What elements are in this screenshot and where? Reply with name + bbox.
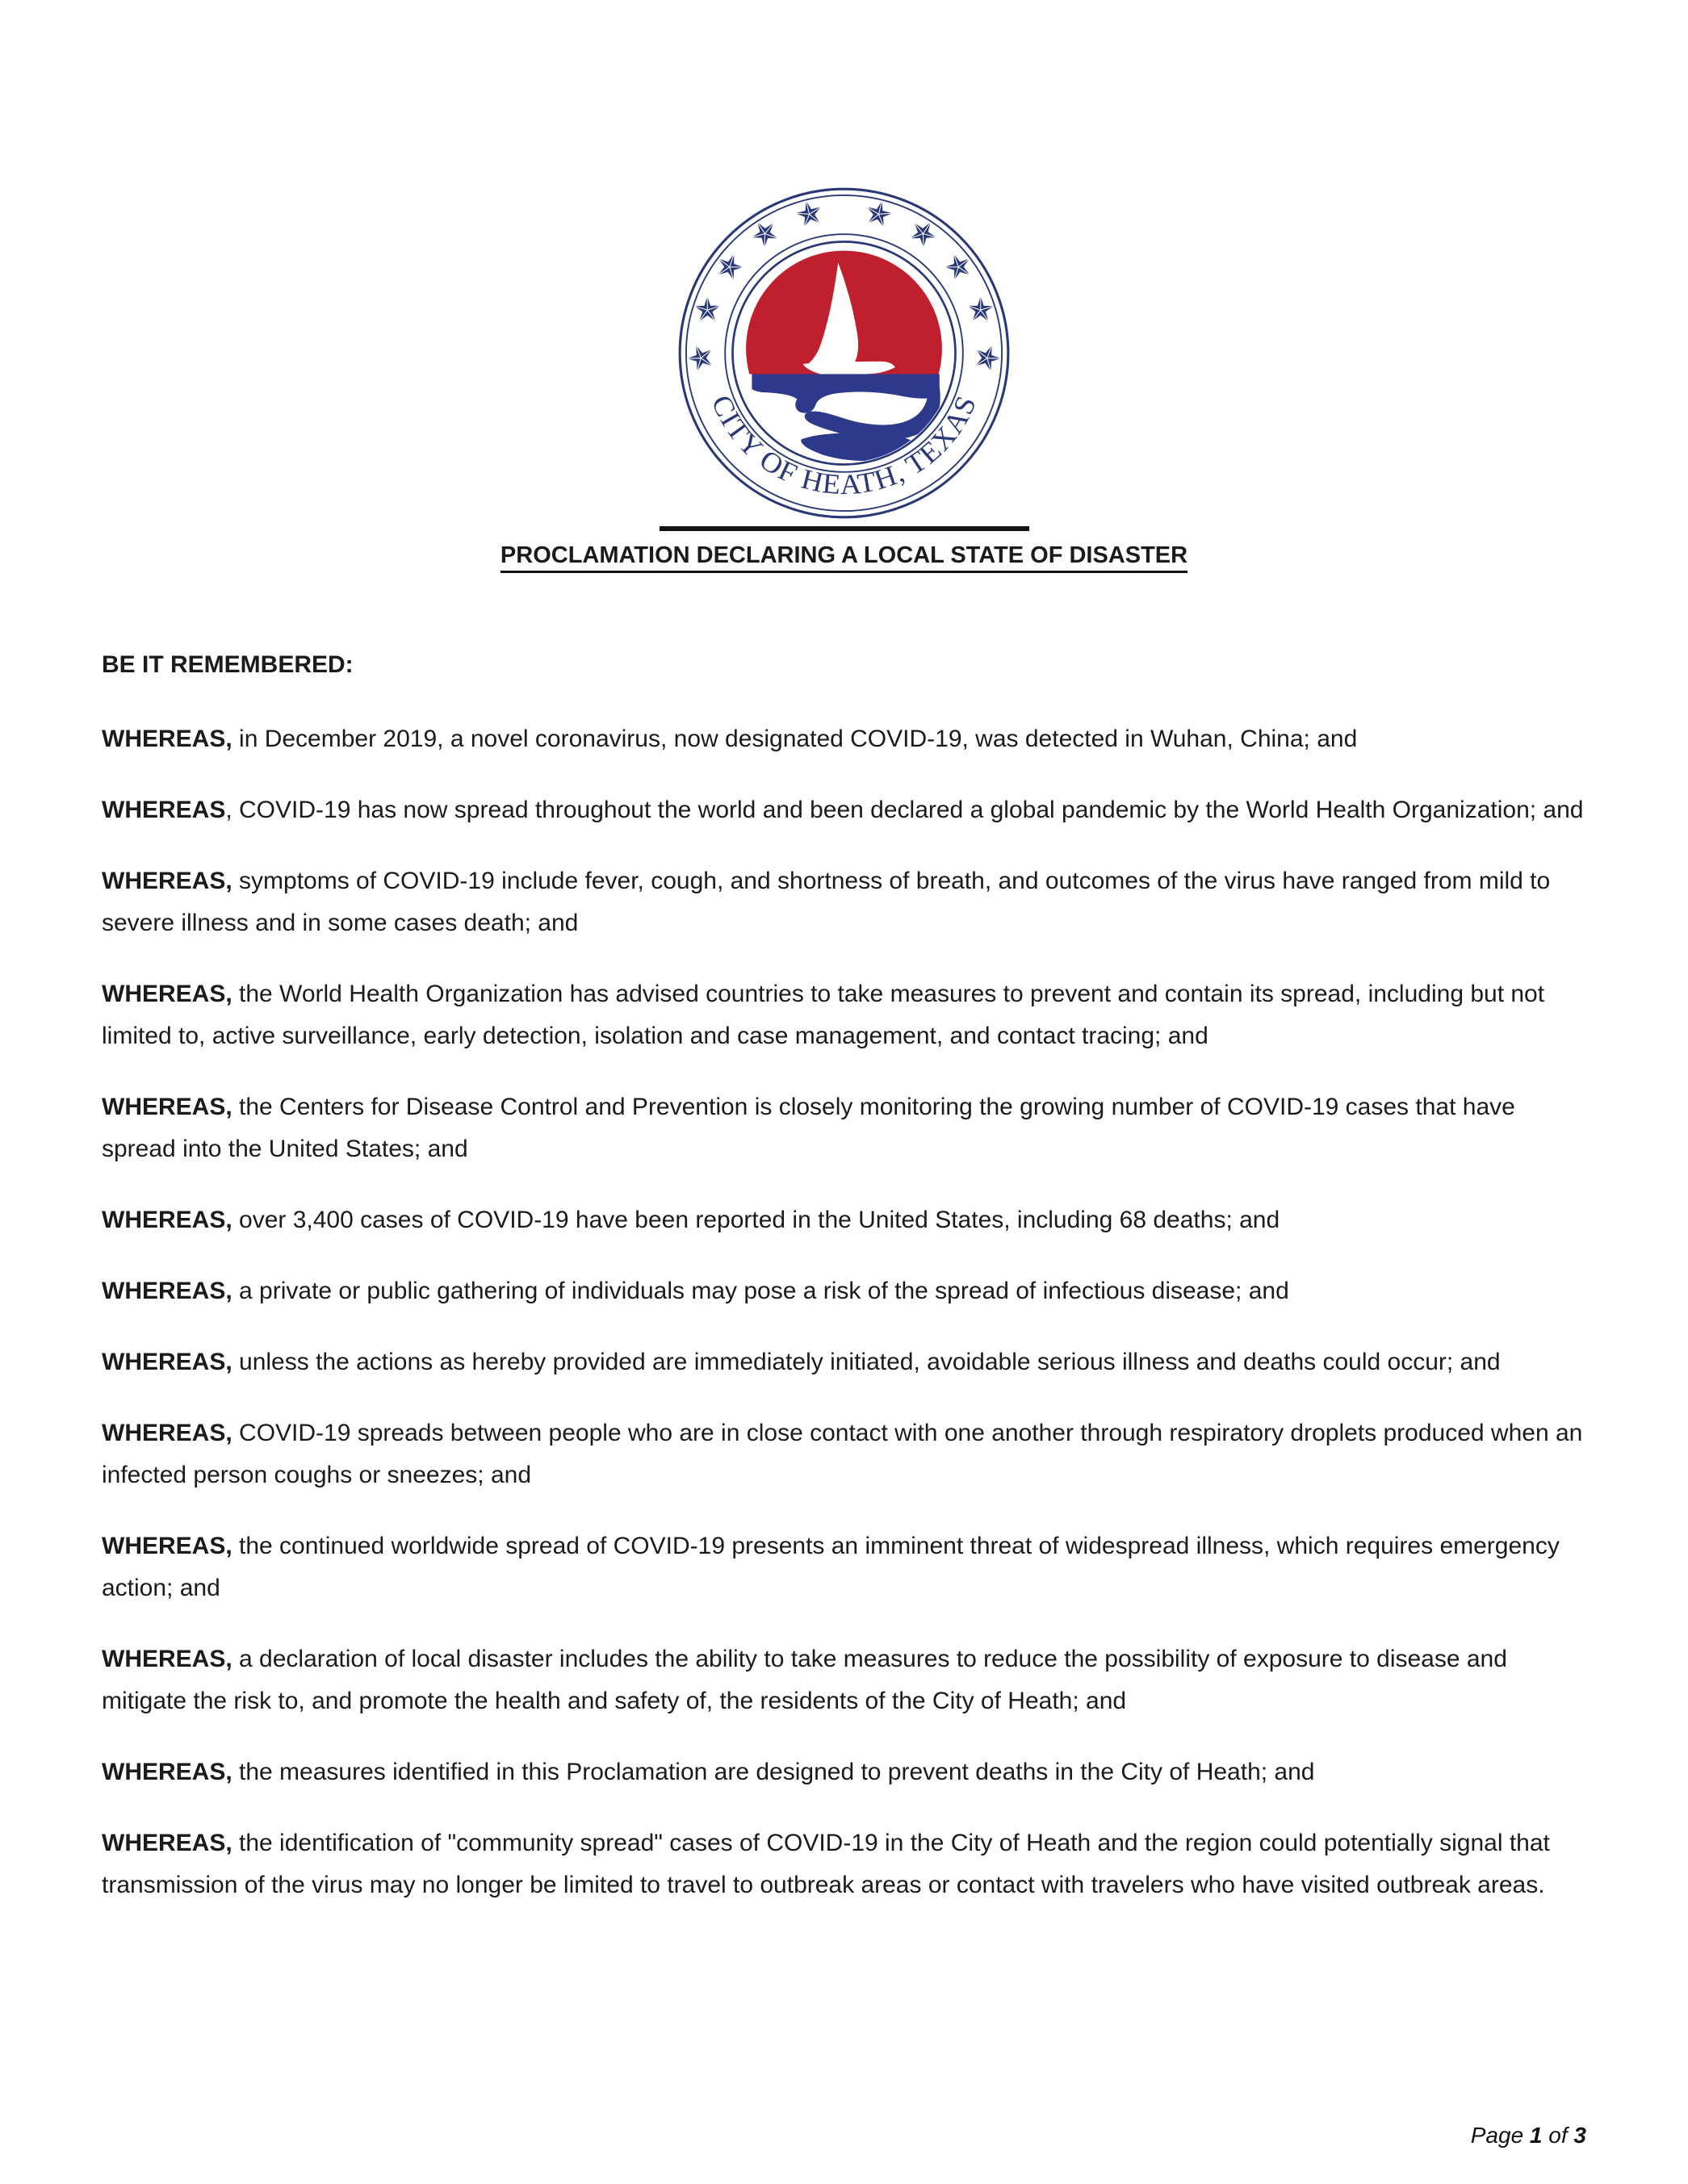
paragraph-text: COVID-19 spreads between people who are in close contact with one another through respiratory droplets produced when an infected person coughs or sneezes; and xyxy=(102,1420,1590,1488)
divider-rule xyxy=(660,526,1029,531)
whereas-paragraph xyxy=(102,1199,1586,1241)
paragraph-text: a declaration of local disaster includes the ability to take measures to reduce the possibility of exposure to disease and mitigate the risk to, and promote the health and safety of, the residents of the City of Heath; and xyxy=(102,1646,1514,1714)
whereas-paragraph xyxy=(102,1086,1586,1170)
whereas-paragraph xyxy=(102,1341,1586,1383)
paragraph-lead: WHEREAS, xyxy=(102,1533,232,1559)
seal-graphic xyxy=(676,186,1012,521)
paragraph-lead: WHEREAS, xyxy=(102,1646,232,1672)
paragraph-lead: WHEREAS, xyxy=(102,1207,232,1233)
of-word: of xyxy=(1542,2123,1574,2148)
document-title-text: PROCLAMATION DECLARING A LOCAL STATE OF DISASTER xyxy=(501,542,1187,573)
paragraph-lead: WHEREAS, xyxy=(102,981,232,1007)
whereas-paragraph xyxy=(102,1751,1586,1793)
be-it-remembered-heading: BE IT REMEMBERED: xyxy=(102,651,354,678)
paragraph-lead: WHEREAS, xyxy=(102,1830,232,1856)
whereas-paragraph xyxy=(102,1412,1590,1496)
paragraph-text: the identification of "community spread" cases of COVID-19 in the City of Heath and the region could potentially signal that transmission of the virus may no longer be limited to travel to outbreak areas or contact with travelers who have visited outbreak areas. xyxy=(102,1830,1557,1898)
whereas-paragraph xyxy=(102,1270,1586,1312)
document-title xyxy=(102,541,1586,570)
whereas-paragraph xyxy=(102,1638,1586,1722)
paragraph-text: in December 2019, a novel coronavirus, now designated COVID-19, was detected in Wuhan, China; and xyxy=(232,726,1358,752)
paragraph-text: , COVID-19 has now spread throughout the world and been declared a global pandemic by the World Health Organization; and xyxy=(225,797,1584,823)
paragraph-lead: WHEREAS, xyxy=(102,1420,232,1446)
seal-text: CITY OF HEATH, TEXAS xyxy=(705,390,982,501)
paragraph-lead: WHEREAS, xyxy=(102,726,232,752)
paragraph-text: the World Health Organization has advised countries to take measures to prevent and contain its spread, including but not limited to, active surveillance, early detection, isolation and case management, and contact tracing; and xyxy=(102,981,1552,1049)
whereas-paragraph xyxy=(102,973,1586,1057)
paragraph-text: over 3,400 cases of COVID-19 have been reported in the United States, including 68 deaths; and xyxy=(232,1207,1280,1233)
paragraph-text: symptoms of COVID-19 include fever, cough, and shortness of breath, and outcomes of the virus have ranged from mild to severe illness and in some cases death; and xyxy=(102,868,1557,936)
hull xyxy=(803,362,895,374)
paragraph-text: the measures identified in this Proclamation are designed to prevent deaths in the City of Heath; and xyxy=(232,1759,1315,1785)
whereas-paragraph xyxy=(102,718,1586,760)
whereas-paragraph xyxy=(102,1822,1586,1906)
paragraph-text: the continued worldwide spread of COVID-19 presents an imminent threat of widespread illness, which requires emergency action; and xyxy=(102,1533,1567,1601)
page-number: 1 xyxy=(1529,2123,1543,2148)
paragraph-lead: WHEREAS, xyxy=(102,1349,232,1375)
whereas-paragraph xyxy=(102,789,1586,831)
page-footer xyxy=(1446,2097,1586,2174)
paragraph-lead: WHEREAS, xyxy=(102,1094,232,1120)
paragraph-text: a private or public gathering of individuals may pose a risk of the spread of infectious disease; and xyxy=(232,1278,1289,1304)
paragraph-lead: WHEREAS, xyxy=(102,1278,232,1304)
paragraph-lead: WHEREAS xyxy=(102,797,226,823)
whereas-paragraph xyxy=(102,1525,1586,1609)
paragraph-text: the Centers for Disease Control and Prevention is closely monitoring the growing number of COVID-19 cases that have spread into the United States; and xyxy=(102,1094,1523,1162)
whereas-paragraph xyxy=(102,860,1586,944)
paragraph-lead: WHEREAS, xyxy=(102,1759,232,1785)
paragraph-lead: WHEREAS, xyxy=(102,868,232,894)
page-total: 3 xyxy=(1573,2123,1586,2148)
city-of-heath-seal xyxy=(676,186,1012,521)
paragraph-text: unless the actions as hereby provided are immediately initiated, avoidable serious illness and deaths could occur; and xyxy=(232,1349,1501,1375)
page-word: Page xyxy=(1470,2123,1530,2148)
